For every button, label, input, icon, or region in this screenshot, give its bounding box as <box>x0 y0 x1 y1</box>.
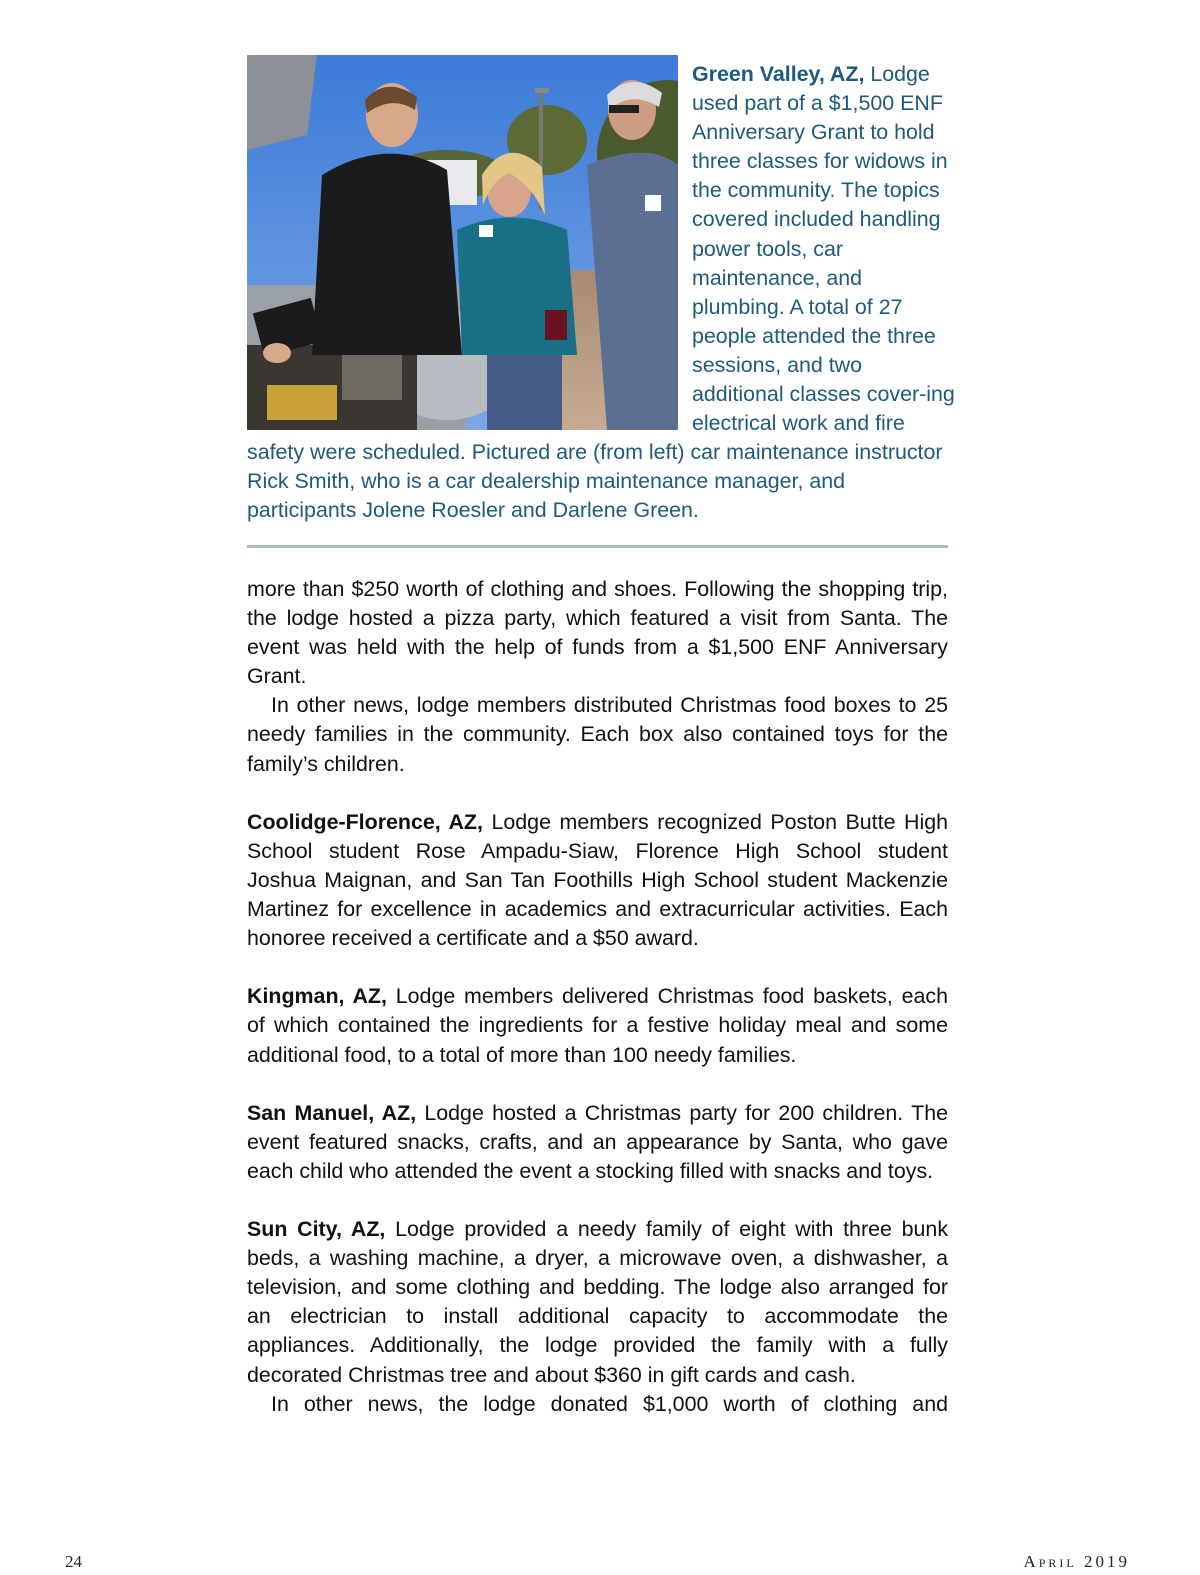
lodge-entry-text: Lodge hosted a Christmas party for 200 children. The event featured snacks, crafts, and an appearance by Santa, who gave each child who attended the event a stocking filled with snacks and toys. <box>247 1100 949 1183</box>
lodge-place-name: Sun City, AZ, <box>247 1217 386 1242</box>
article-body <box>247 575 948 1419</box>
lodge-entry-sun-city <box>247 1215 948 1390</box>
paragraph: In other news, lodge members distributed Christmas food boxes to 25 needy families in the community. Each box also contained toys for the family’s children. <box>247 693 948 776</box>
lodge-place-name: San Manuel, AZ, <box>247 1100 417 1125</box>
lodge-entry-kingman <box>247 982 948 1069</box>
paragraph: more than $250 worth of clothing and shoes. Following the shopping trip, the lodge hosted a pizza party, which featured a visit from Santa. The event was held with the help of funds from a $1,500 ENF Anniversary Grant. <box>247 577 948 689</box>
page-number: 24 <box>65 1552 82 1571</box>
lodge-entry-coolidge-florence <box>247 808 948 953</box>
lodge-entry-text: Lodge provided a needy family of eight with three bunk beds, a washing machine, a dryer, a microwave oven, a dishwasher, a television, and some clothing and bedding. The lodge also arranged for an electrician to install additional capacity to accommodate the appliances. Additionally, the lodge provided the family with a fully decorated Christmas tree and about $360 in gift cards and cash. <box>247 1217 949 1387</box>
paragraph: In other news, the lodge donated $1,000 worth of clothing and <box>271 1391 948 1416</box>
photo <box>247 55 678 430</box>
lodge-entry-text: Lodge members delivered Christmas food baskets, each of which contained the ingredients for a festive holiday meal and some additional food, to a total of more than 100 needy families. <box>247 984 949 1067</box>
caption-text: Lodge used part of a $1,500 ENF Anniversary Grant to hold three classes for widows in the community. The topics covered included handling power tools, car maintenance, and plumbing. A total of 27 people attended the three sessions, and two additional classes cover-ing electrical work and fire safety were scheduled. Pictured are (from left) car maintenance instructor Rick Smith, who is a car dealership maintenance manager, and participants Jolene Roesler and Darlene Green. <box>247 62 955 523</box>
caption-place: Green Valley, AZ, <box>692 62 865 86</box>
issue-date: April 2019 <box>1023 1552 1130 1571</box>
photo-caption-block <box>247 55 957 526</box>
lodge-place-name: Coolidge-Florence, AZ, <box>247 809 483 834</box>
lodge-place-name: Kingman, AZ, <box>247 984 387 1009</box>
photo-icon <box>247 55 678 430</box>
divider <box>247 545 948 548</box>
lodge-entry-san-manuel <box>247 1099 948 1186</box>
lodge-entry-text: Lodge members recognized Poston Butte High School student Rose Ampadu-Siaw, Florence High School student Joshua Maignan, and San Tan Foothills High School student Mackenzie Martinez for excellence in academics and extracurricular activities. Each honoree received a certificate and a $50 award. <box>247 809 949 951</box>
